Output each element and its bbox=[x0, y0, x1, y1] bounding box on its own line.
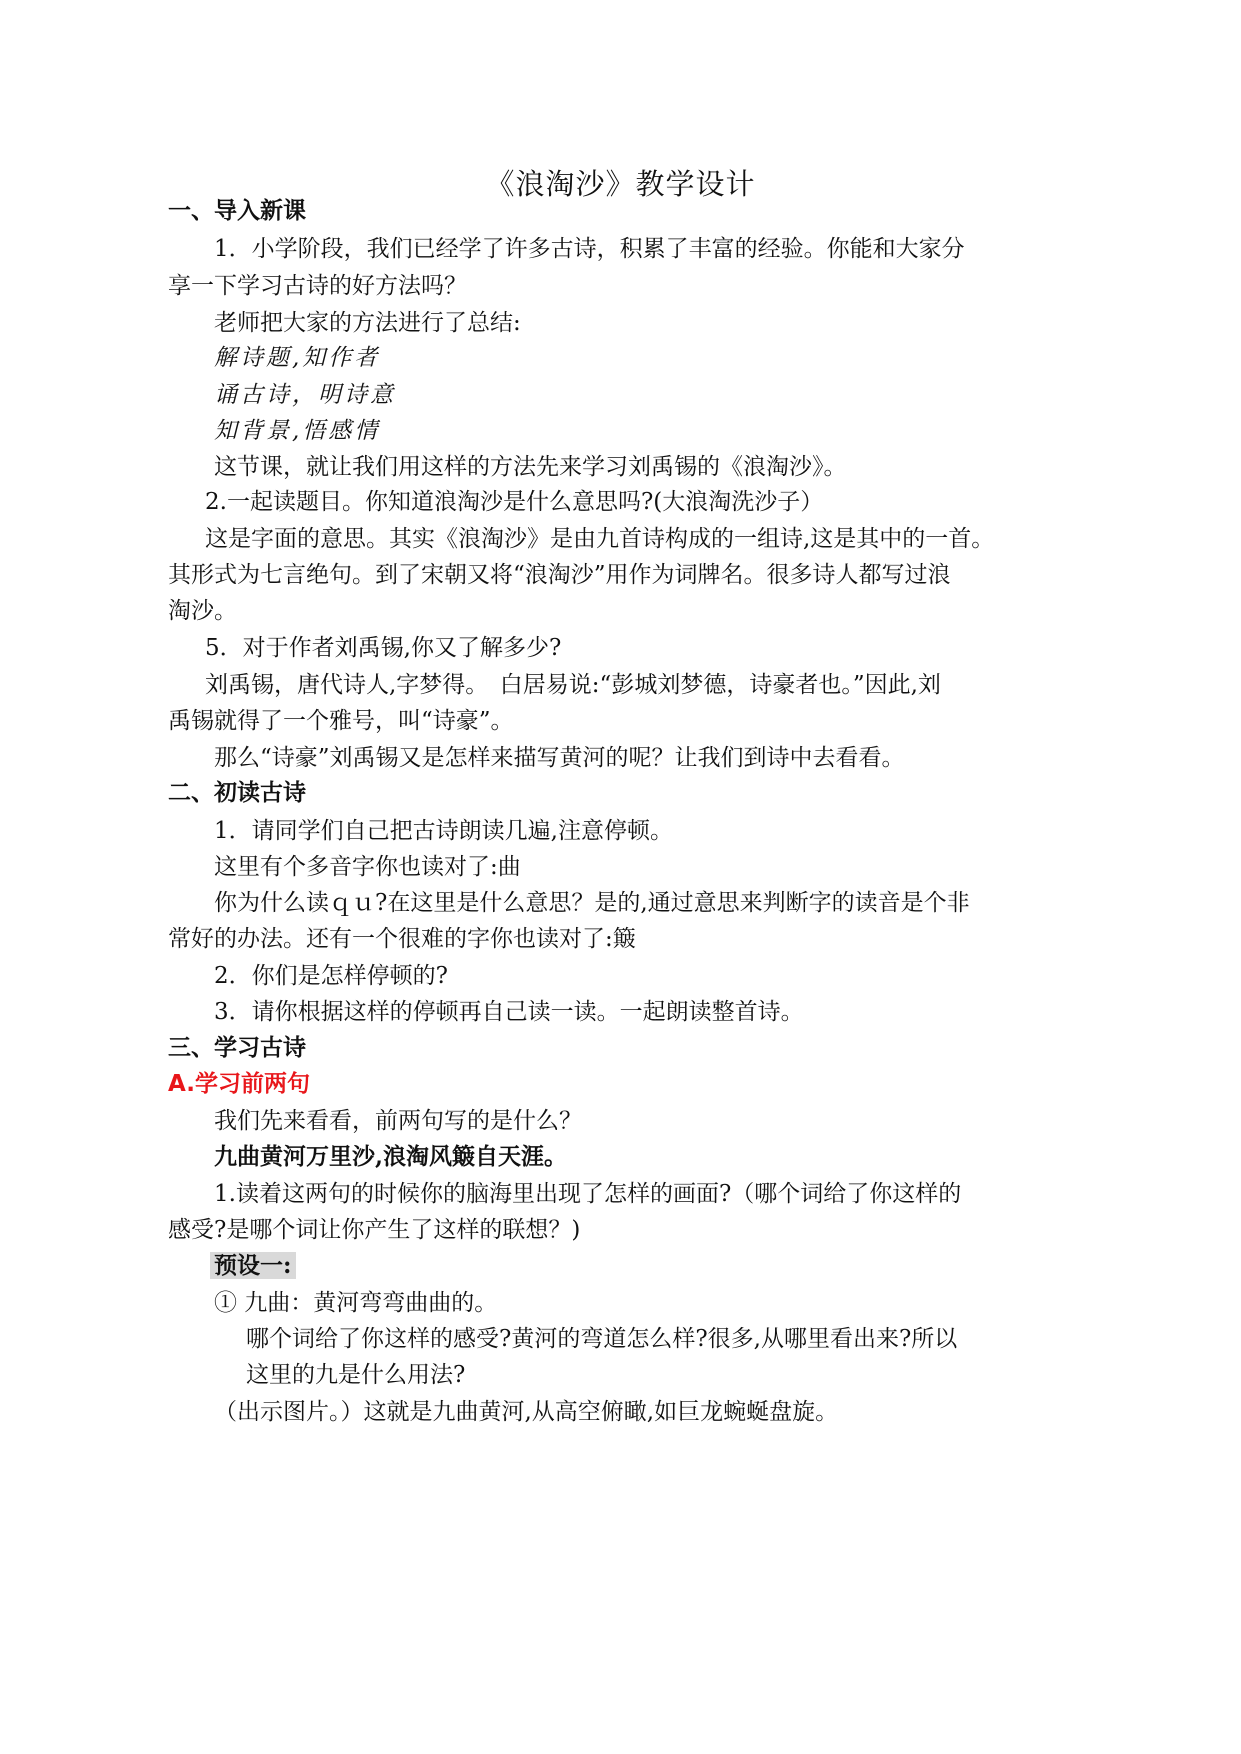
method-line: 解诗题,知作者 bbox=[214, 345, 381, 371]
paragraph: 这里有个多音字你也读对了:曲 bbox=[214, 854, 521, 880]
paragraph: 常好的办法。还有一个很难的字你也读对了:簸 bbox=[168, 926, 636, 952]
paragraph: 1．小学阶段，我们已经学了许多古诗，积累了丰富的经验。你能和大家分 bbox=[214, 236, 965, 262]
paragraph: 那么“诗豪”刘禹锡又是怎样来描写黄河的呢？让我们到诗中去看看。 bbox=[214, 745, 905, 771]
paragraph: 禹锡就得了一个雅号，叫“诗豪”。 bbox=[168, 708, 514, 734]
paragraph: 老师把大家的方法进行了总结: bbox=[214, 310, 521, 336]
paragraph: 2．你们是怎样停顿的? bbox=[214, 963, 448, 989]
list-item: ① 九曲：黄河弯弯曲曲的。 bbox=[214, 1290, 498, 1316]
paragraph: 其形式为七言绝句。到了宋朝又将“浪淘沙”用作为词牌名。很多诗人都写过浪 bbox=[168, 562, 951, 588]
paragraph: 淘沙。 bbox=[168, 598, 237, 624]
subsection-heading: A.学习前两句 bbox=[168, 1071, 310, 1097]
paragraph: 1.读着这两句的时候你的脑海里出现了怎样的画面?（哪个词给了你这样的 bbox=[214, 1181, 962, 1207]
section-heading-3: 三、学习古诗 bbox=[168, 1035, 306, 1061]
paragraph: 刘禹锡，唐代诗人,字梦得。 白居易说:“彭城刘梦德，诗豪者也。”因此,刘 bbox=[205, 672, 941, 698]
paragraph: 这是字面的意思。其实《浪淘沙》是由九首诗构成的一组诗,这是其中的一首。 bbox=[205, 526, 995, 552]
paragraph: 这节课，就让我们用这样的方法先来学习刘禹锡的《浪淘沙》。 bbox=[214, 454, 847, 480]
paragraph: 1．请同学们自己把古诗朗读几遍,注意停顿。 bbox=[214, 818, 673, 844]
section-heading-1: 一、导入新课 bbox=[168, 198, 306, 224]
preset-label: 预设一: bbox=[210, 1252, 296, 1279]
section-heading-2: 二、初读古诗 bbox=[168, 780, 306, 806]
paragraph: 5．对于作者刘禹锡,你又了解多少? bbox=[205, 635, 562, 661]
paragraph: 享一下学习古诗的好方法吗？ bbox=[168, 273, 467, 299]
page-title: 《浪淘沙》教学设计 bbox=[485, 167, 756, 201]
paragraph: 我们先来看看，前两句写的是什么？ bbox=[214, 1108, 582, 1134]
paragraph: （出示图片。）这就是九曲黄河,从高空俯瞰,如巨龙蜿蜒盘旋。 bbox=[214, 1399, 839, 1425]
method-line: 诵古诗，明诗意 bbox=[214, 382, 396, 408]
paragraph: 2.一起读题目。你知道浪淘沙是什么意思吗?(大浪淘洗沙子） bbox=[205, 489, 824, 515]
paragraph: 哪个词给了你这样的感受?黄河的弯道怎么样?很多,从哪里看出来?所以 bbox=[246, 1326, 958, 1352]
paragraph: 3．请你根据这样的停顿再自己读一读。一起朗读整首诗。 bbox=[214, 999, 804, 1025]
paragraph: 这里的九是什么用法? bbox=[246, 1362, 466, 1388]
paragraph: 你为什么读ｑｕ?在这里是什么意思？是的,通过意思来判断字的读音是个非 bbox=[214, 890, 970, 916]
method-line: 知背景,悟感情 bbox=[214, 418, 381, 444]
poem-line: 九曲黄河万里沙,浪淘风簸自天涯。 bbox=[214, 1143, 568, 1170]
paragraph: 感受?是哪个词让你产生了这样的联想？) bbox=[168, 1217, 581, 1243]
